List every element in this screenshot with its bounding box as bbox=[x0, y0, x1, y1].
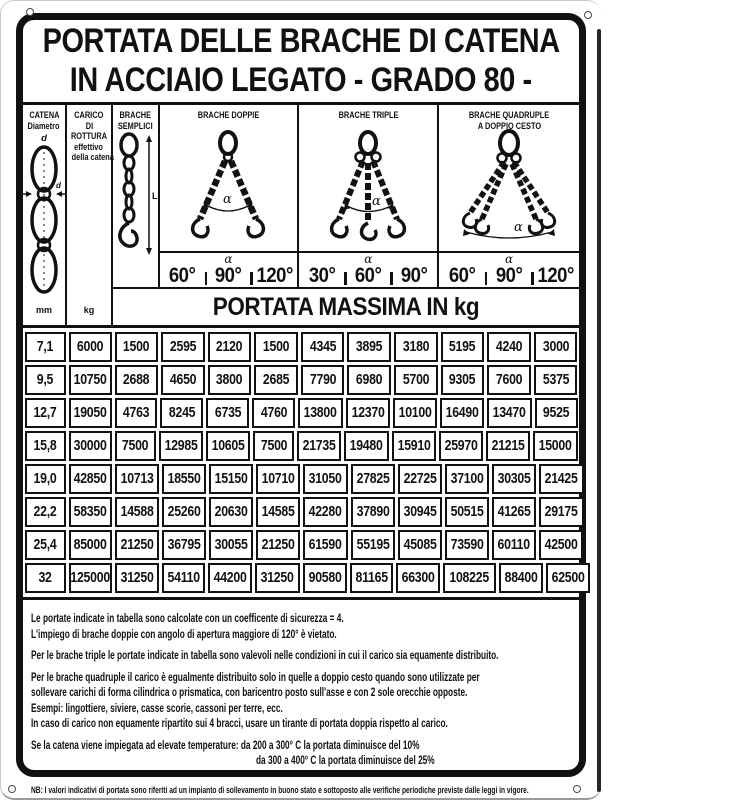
screw-hole-top-left bbox=[26, 8, 34, 16]
nb-note bbox=[31, 780, 571, 798]
chain-diameter-diagram bbox=[23, 144, 65, 294]
table-cell: 125000 bbox=[69, 563, 112, 593]
double-sling-icon bbox=[168, 131, 288, 247]
table-cell: 30945 bbox=[398, 497, 442, 527]
single-sling-label: BRACHE SEMPLICI bbox=[117, 110, 153, 131]
note-line: Se la catena viene impiegata ad elevate temperature: da 200 a 300° C la portata diminuisce del 10% bbox=[31, 739, 420, 752]
table-cell: 108225 bbox=[443, 563, 495, 593]
table-cell: 15000 bbox=[533, 431, 577, 461]
table-cell: 15150 bbox=[209, 464, 253, 494]
table-cell: 6000 bbox=[69, 332, 112, 362]
table-cell: 21425 bbox=[539, 464, 583, 494]
angle-cell: 90° bbox=[400, 264, 428, 287]
double-sling-label: BRACHE DOPPIE bbox=[197, 110, 260, 120]
note-line: Le portate indicate in tabella sono calcolate con un coefficente di sicurezza = 4. bbox=[31, 613, 344, 625]
single-sling-icon bbox=[113, 131, 157, 263]
table-cell: 10750 bbox=[69, 365, 112, 395]
table-cell: 10100 bbox=[393, 398, 437, 428]
table-cell: 19050 bbox=[69, 398, 112, 428]
table-cell: 20630 bbox=[209, 497, 253, 527]
angle-cell: 120° bbox=[537, 264, 574, 287]
breaking-load-label: CARICO DI ROTTURA effettivo della catena bbox=[70, 110, 114, 162]
table-cell: 21250 bbox=[256, 530, 300, 560]
table-cell: 6980 bbox=[347, 365, 391, 395]
quadruple-sling-label: BRACHE QUADRUPLE A DOPPIO CESTO bbox=[468, 110, 550, 131]
table-cell: 7600 bbox=[487, 365, 531, 395]
table-cell: 22725 bbox=[398, 464, 442, 494]
table-cell: 16490 bbox=[440, 398, 484, 428]
table-cell: 25970 bbox=[439, 431, 483, 461]
sign-frame bbox=[16, 13, 586, 796]
nb-note-text: NB: I valori indicativi di portata sono riferiti ad un impianto di sollevamento in buono stato e sottoposto alle verifiche periodiche previste dalle leggi in vigore. bbox=[31, 784, 529, 796]
table-cell: 14585 bbox=[256, 497, 300, 527]
angle-values-quadruple bbox=[439, 253, 579, 287]
table-cell: 5375 bbox=[534, 365, 578, 395]
table-row bbox=[23, 561, 585, 594]
table-cell: 31250 bbox=[115, 563, 159, 593]
table-cell: 15,8 bbox=[25, 431, 66, 461]
table-cell: 54110 bbox=[162, 563, 205, 593]
column-chain-diameter bbox=[23, 105, 67, 325]
svg-text:α: α bbox=[372, 194, 382, 209]
table-cell: 42850 bbox=[69, 464, 112, 494]
table-cell: 45085 bbox=[398, 530, 442, 560]
table-cell: 21250 bbox=[115, 530, 159, 560]
angle-values-triple bbox=[299, 253, 437, 287]
table-row bbox=[23, 429, 579, 462]
table-cell: 1500 bbox=[254, 332, 298, 362]
table-cell: 37100 bbox=[445, 464, 489, 494]
chain-diameter-label: CATENA Diametro bbox=[27, 110, 60, 131]
angle-separator bbox=[344, 272, 347, 285]
table-cell: 14588 bbox=[115, 497, 159, 527]
table-cell: 19,0 bbox=[25, 464, 66, 494]
svg-text:α: α bbox=[514, 220, 523, 235]
table-cell: 4760 bbox=[252, 398, 295, 428]
angle-separator bbox=[531, 272, 534, 285]
table-cell: 12985 bbox=[159, 431, 203, 461]
table-cell: 73590 bbox=[445, 530, 489, 560]
table-cell: 6735 bbox=[206, 398, 249, 428]
table-cell: 37890 bbox=[351, 497, 395, 527]
note-line: In caso di carico non equamente ripartito sui 4 bracci, usare un tirante di portata doppia rispetto al carico. bbox=[31, 718, 448, 730]
table-cell: 4345 bbox=[301, 332, 345, 362]
note-line: sollevare carichi di forma cilindrica o prismatica, con baricentro posto sull'asse e con 2 sole orecchie opposte. bbox=[31, 687, 468, 699]
table-cell: 58350 bbox=[69, 497, 112, 527]
table-cell: 10710 bbox=[256, 464, 300, 494]
table-cell: 12,7 bbox=[25, 398, 66, 428]
table-cell: 30000 bbox=[69, 431, 112, 461]
table-cell: 19480 bbox=[344, 431, 388, 461]
column-quadruple-sling bbox=[439, 105, 579, 251]
quadruple-sling-icon bbox=[444, 131, 574, 243]
angle-separator bbox=[485, 272, 488, 285]
table-cell: 41265 bbox=[492, 497, 536, 527]
angle-cell: 60° bbox=[449, 264, 476, 287]
table-cell: 4240 bbox=[487, 332, 531, 362]
chain-diameter-dim-label: d bbox=[41, 133, 47, 144]
note-line: Per le brache triple le portate indicate in tabella sono valevoli nelle condizioni in cui il carico sia equamente distribuito. bbox=[31, 650, 499, 662]
table-row bbox=[23, 363, 579, 396]
table-cell: 13800 bbox=[298, 398, 342, 428]
table-cell: 36795 bbox=[162, 530, 206, 560]
table-cell: 2688 bbox=[115, 365, 159, 395]
sign-title bbox=[23, 20, 579, 105]
triple-sling-icon bbox=[306, 131, 430, 247]
notes-list bbox=[31, 609, 571, 767]
note-line: da 300 a 400° C la portata diminuisce del 25% bbox=[256, 755, 435, 767]
title-line-1: PORTATA DELLE BRACHE DI CATENA bbox=[42, 22, 560, 60]
angle-separator bbox=[205, 272, 208, 285]
table-cell: 7,1 bbox=[25, 332, 66, 362]
table-cell: 18550 bbox=[162, 464, 206, 494]
max-capacity-banner-text: PORTATA MASSIMA IN kg bbox=[212, 292, 480, 321]
note-line: L'impiego di brache doppie con angolo di apertura maggiore di 120° è vietato. bbox=[31, 628, 337, 641]
table-cell: 50515 bbox=[445, 497, 489, 527]
table-cell: 2685 bbox=[254, 365, 298, 395]
breaking-load-unit: kg bbox=[83, 305, 95, 315]
table-cell: 29175 bbox=[539, 497, 583, 527]
table-cell: 7500 bbox=[253, 431, 294, 461]
angle-cell: 90° bbox=[215, 264, 242, 287]
table-cell: 30305 bbox=[492, 464, 536, 494]
table-row bbox=[23, 330, 579, 363]
table-cell: 4763 bbox=[115, 398, 158, 428]
table-cell: 66300 bbox=[396, 563, 440, 593]
note-line: Esempi: lingottiere, siviere, casse scorie, cassoni per terre, ecc. bbox=[31, 702, 283, 715]
angle-separator bbox=[250, 272, 253, 285]
table-cell: 21215 bbox=[486, 431, 530, 461]
table-cell: 42280 bbox=[303, 497, 347, 527]
table-cell: 31250 bbox=[255, 563, 299, 593]
table-cell: 32 bbox=[25, 563, 66, 593]
table-cell: 22,2 bbox=[25, 497, 66, 527]
table-cell: 1500 bbox=[115, 332, 159, 362]
angle-row-triple bbox=[299, 251, 439, 287]
table-cell: 9,5 bbox=[25, 365, 66, 395]
table-cell: 9525 bbox=[535, 398, 578, 428]
table-cell: 5700 bbox=[394, 365, 438, 395]
table-cell: 13470 bbox=[487, 398, 531, 428]
table-cell: 4650 bbox=[161, 365, 205, 395]
table-cell: 7790 bbox=[301, 365, 345, 395]
angle-cell: 60° bbox=[354, 264, 382, 287]
table-cell: 9305 bbox=[441, 365, 485, 395]
svg-text:d: d bbox=[56, 181, 61, 190]
table-cell: 61590 bbox=[303, 530, 347, 560]
note-line: Per le brache quadruple il carico è egualmente distribuito solo in quelle a doppio cesto quando sono utilizzate per bbox=[31, 671, 480, 684]
angle-separator bbox=[390, 272, 393, 285]
table-cell: 85000 bbox=[69, 530, 112, 560]
table-cell: 3000 bbox=[534, 332, 578, 362]
column-single-sling bbox=[113, 105, 160, 287]
angle-row-double bbox=[160, 251, 300, 287]
sign-edge-shadow bbox=[597, 29, 601, 792]
angle-cell: 60° bbox=[169, 264, 196, 287]
table-row bbox=[23, 396, 579, 429]
table-cell: 31050 bbox=[303, 464, 347, 494]
table-cell: 7500 bbox=[115, 431, 156, 461]
table-cell: 21735 bbox=[297, 431, 341, 461]
max-capacity-banner bbox=[113, 287, 579, 325]
column-triple-sling bbox=[299, 105, 439, 251]
table-cell: 2595 bbox=[161, 332, 205, 362]
screw-hole-bottom-left bbox=[8, 785, 16, 793]
table-cell: 3800 bbox=[208, 365, 252, 395]
table-cell: 15910 bbox=[392, 431, 436, 461]
svg-text:L: L bbox=[152, 191, 158, 201]
table-row bbox=[23, 462, 579, 495]
alpha-symbol: α bbox=[224, 252, 233, 266]
angle-values-double bbox=[160, 253, 298, 287]
angle-cell: 30° bbox=[309, 264, 336, 287]
table-cell: 30055 bbox=[209, 530, 253, 560]
table-cell: 5195 bbox=[441, 332, 485, 362]
angle-cell: 90° bbox=[495, 264, 523, 287]
screw-hole-bottom-right bbox=[573, 785, 581, 793]
alpha-symbol: α bbox=[505, 252, 514, 266]
table-cell: 25,4 bbox=[25, 530, 66, 560]
table-cell: 44200 bbox=[208, 563, 252, 593]
column-breaking-load bbox=[67, 105, 113, 325]
chain-diameter-unit: mm bbox=[35, 305, 52, 315]
triple-sling-label: BRACHE TRIPLE bbox=[338, 110, 399, 120]
table-cell: 55195 bbox=[351, 530, 395, 560]
alpha-symbol: α bbox=[364, 252, 373, 266]
svg-text:α: α bbox=[223, 192, 233, 207]
table-cell: 3895 bbox=[347, 332, 391, 362]
angle-cell: 120° bbox=[256, 264, 293, 287]
notes-section bbox=[23, 597, 579, 798]
table-cell: 27825 bbox=[351, 464, 395, 494]
title-line-2: IN ACCIAIO LEGATO - GRADO 80 - bbox=[69, 61, 532, 99]
table-cell: 2120 bbox=[208, 332, 252, 362]
table-cell: 88400 bbox=[499, 563, 543, 593]
table-cell: 25260 bbox=[162, 497, 206, 527]
angle-row-quadruple bbox=[439, 251, 579, 287]
table-cell: 3180 bbox=[394, 332, 438, 362]
table-body bbox=[23, 330, 585, 594]
table-cell: 60110 bbox=[492, 530, 535, 560]
table-cell: 10605 bbox=[206, 431, 250, 461]
table-row bbox=[23, 528, 579, 561]
screw-hole-top-right bbox=[584, 11, 592, 19]
column-double-sling bbox=[160, 105, 300, 251]
table-cell: 81165 bbox=[350, 563, 393, 593]
table-cell: 12370 bbox=[346, 398, 390, 428]
table-cell: 8245 bbox=[160, 398, 203, 428]
table-cell: 10713 bbox=[115, 464, 159, 494]
table-cell: 42500 bbox=[539, 530, 583, 560]
table-cell: 90580 bbox=[303, 563, 347, 593]
table-header bbox=[23, 105, 579, 328]
table-cell: 62500 bbox=[546, 563, 590, 593]
table-row bbox=[23, 495, 579, 528]
